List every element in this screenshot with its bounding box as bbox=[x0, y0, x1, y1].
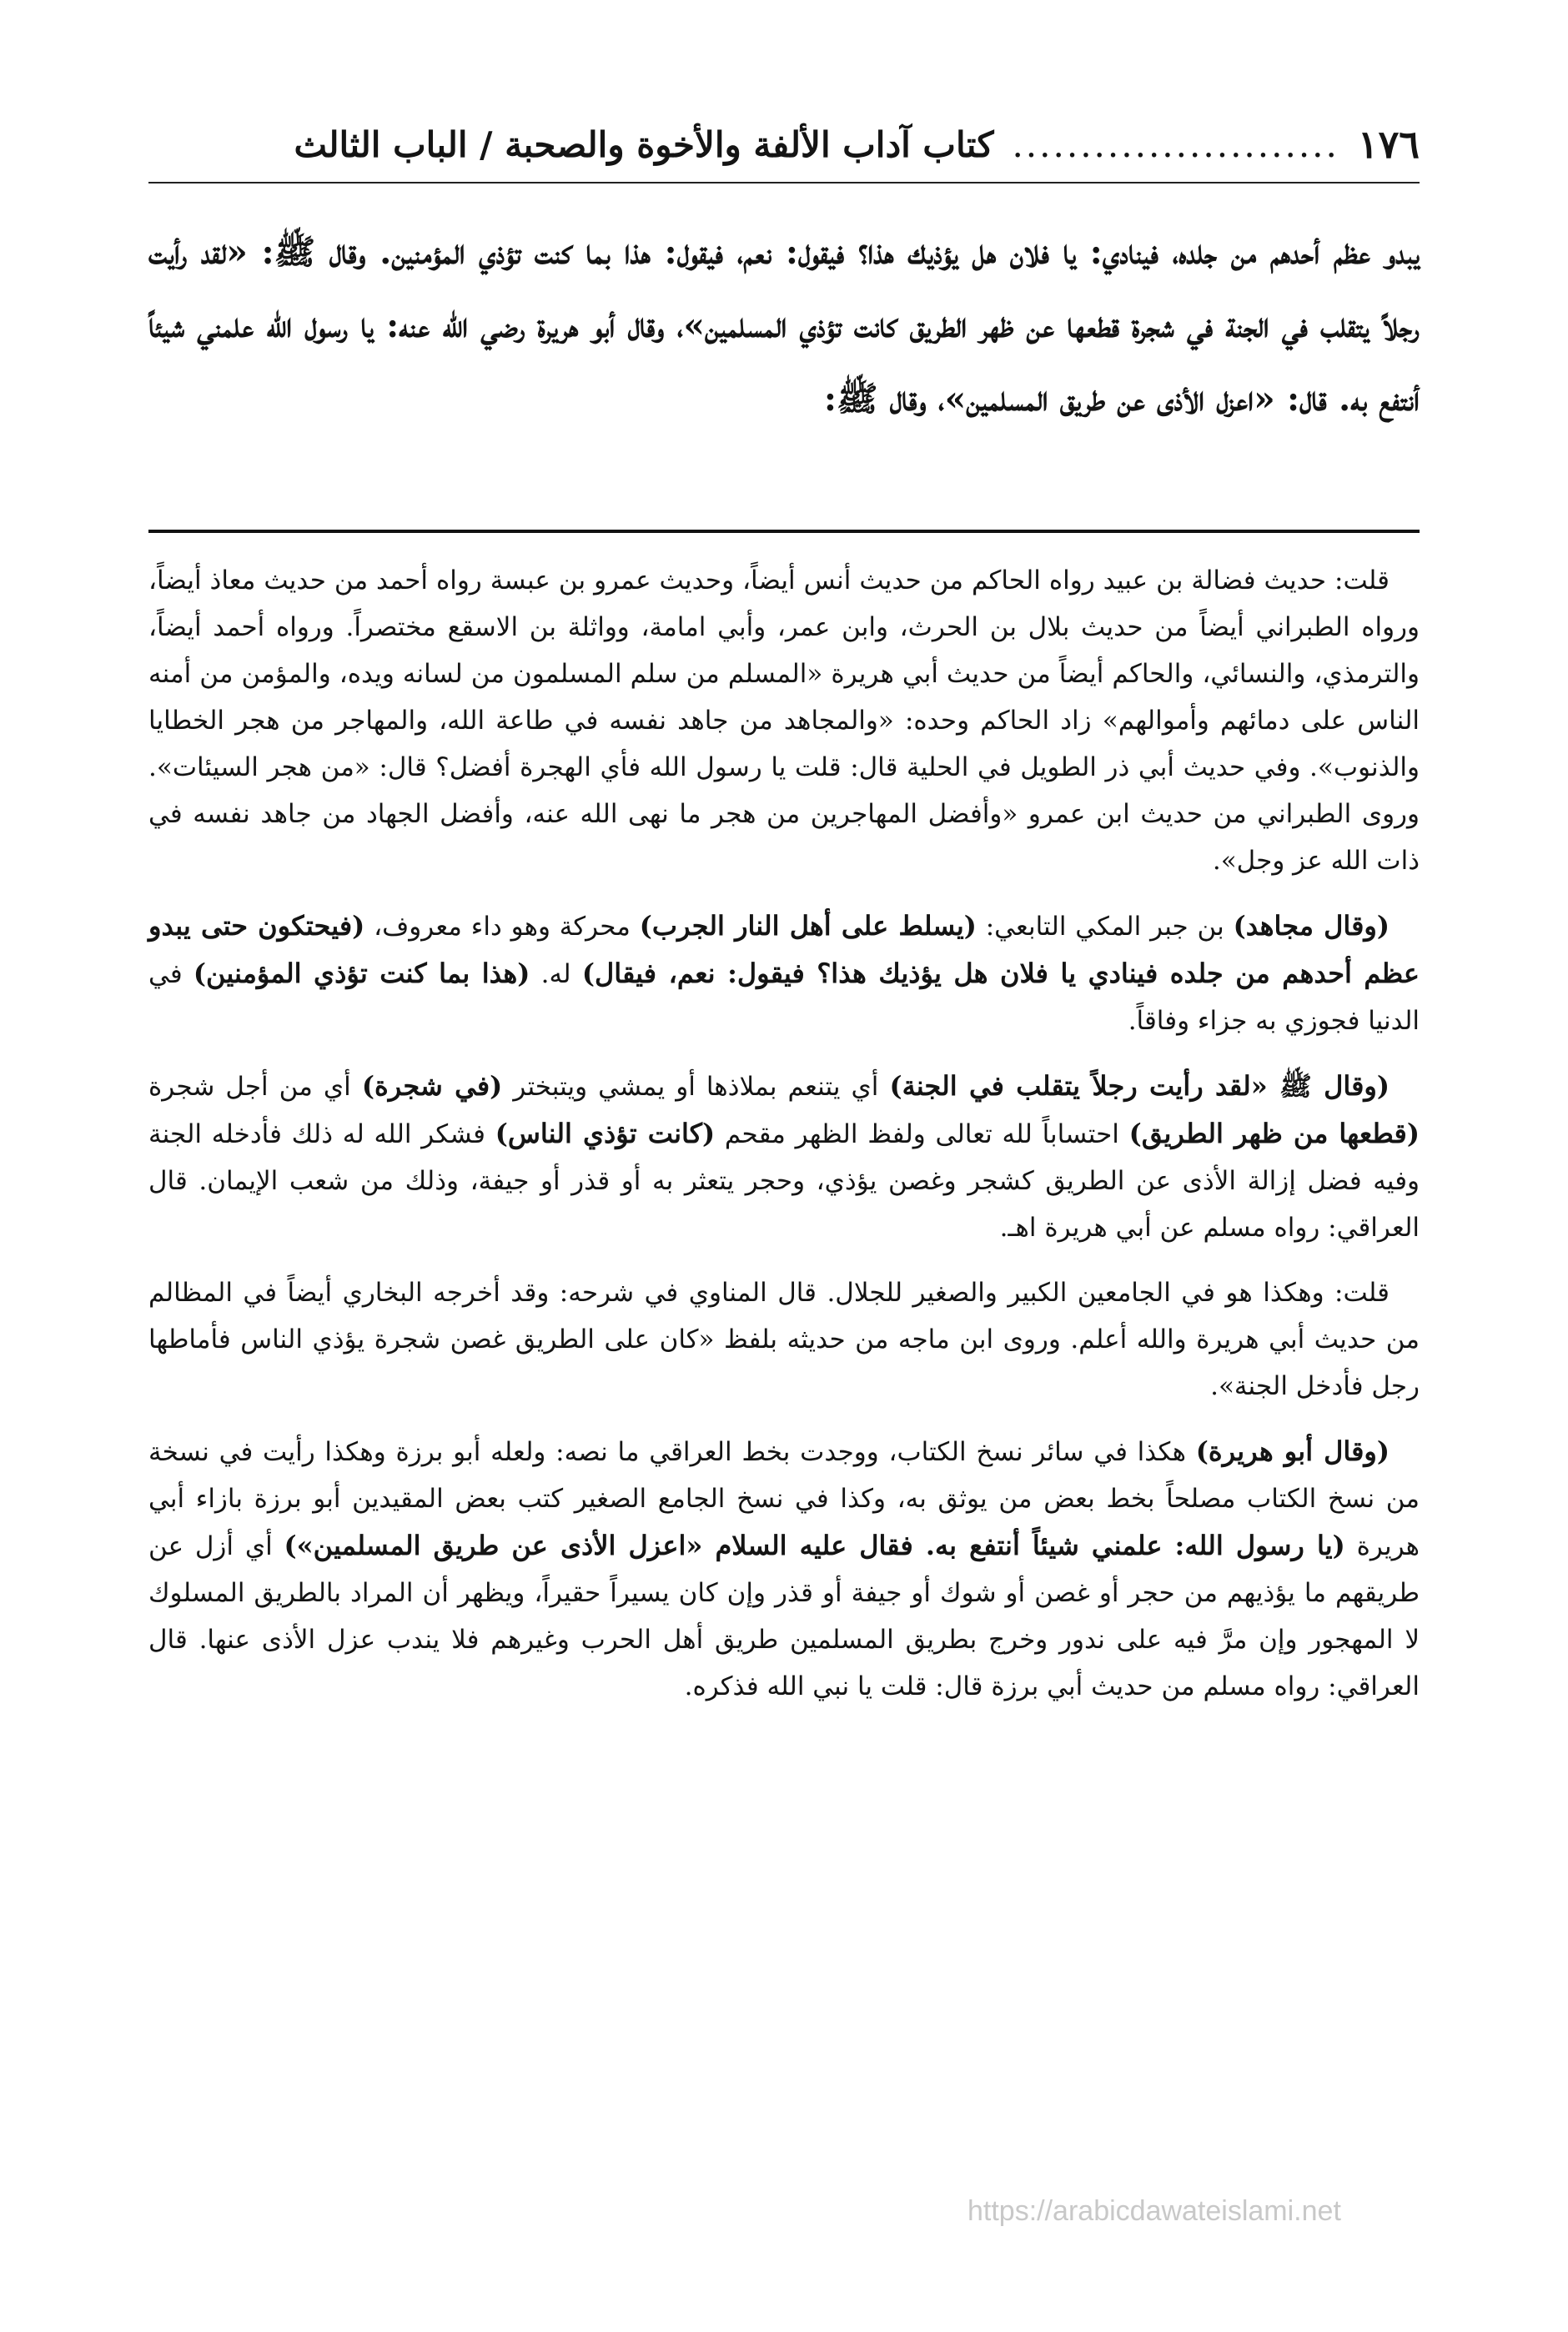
commentary-paragraph-2 bbox=[148, 902, 1420, 1044]
page-number: ١٧٦ bbox=[1357, 122, 1420, 167]
commentary-paragraph-5 bbox=[148, 1428, 1420, 1710]
commentary-block bbox=[148, 557, 1420, 1728]
commentary-text: أي من أجل شجرة bbox=[148, 1072, 362, 1102]
commentary-text: هكذا في سائر نسخ الكتاب، ووجدت بخط العراقي ما نصه: ولعله أبو برزة وهكذا رأيت في نسخة من نسخ الكتاب مصلحاً بخط بعض من يوثق به، وكذا في نسخ الجامع الصغير كتب بعض المقيدين أبو برزة بازاء أبي هريرة bbox=[148, 1437, 1420, 1561]
header-rule bbox=[148, 182, 1420, 183]
footnote-separator bbox=[148, 530, 1420, 533]
quoted-text: (وقال مجاهد) bbox=[1233, 910, 1390, 942]
commentary-text: احتساباً لله تعالى ولفظ الظهر مقحم bbox=[715, 1119, 1129, 1149]
quoted-text: (هذا بما كنت تؤذي المؤمنين) bbox=[193, 957, 530, 989]
commentary-paragraph-3 bbox=[148, 1063, 1420, 1251]
watermark-url: https://arabicdawateislami.net bbox=[967, 2195, 1341, 2227]
quoted-text: (فيحتكون حتى يبدو عظم أحدهم من جلده فينادي يا فلان هل يؤذيك هذا؟ فيقول: نعم، فيقال) bbox=[148, 910, 1420, 989]
commentary-text: له. bbox=[530, 959, 582, 989]
quoted-text: (في شجرة) bbox=[361, 1070, 503, 1102]
main-text-block bbox=[148, 215, 1420, 435]
quoted-text: (يا رسول الله: علمني شيئاً أنتفع به. فقال عليه السلام «اعزل الأذى عن طريق المسلمين») bbox=[284, 1530, 1345, 1561]
running-header bbox=[148, 115, 1420, 173]
commentary-text: فشكر الله له ذلك فأدخله الجنة وفيه فضل إزالة الأذى عن الطريق كشجر وغصن يؤذي، وحجر يتعثر به أو قذر أو جيفة، وذلك من شعب الإيمان. قال العراقي: رواه مسلم عن أبي هريرة اهـ. bbox=[148, 1119, 1420, 1243]
quoted-text: (يسلط على أهل النار الجرب) bbox=[639, 910, 977, 942]
commentary-text: محركة وهو داء معروف، bbox=[364, 912, 640, 942]
quoted-text: (وقال ﷺ «لقد رأيت رجلاً يتقلب في الجنة) bbox=[889, 1070, 1390, 1102]
quoted-text: (وقال أبو هريرة) bbox=[1195, 1435, 1390, 1467]
commentary-paragraph-4: قلت: وهكذا هو في الجامعين الكبير والصغير للجلال. قال المناوي في شرحه: وقد أخرجه البخاري أيضاً في المظالم من حديث أبي هريرة والله أعلم. وروى ابن ماجه من حديثه بلفظ «كان على الطريق غصن شجرة يؤذي الناس فأماطها رجل فأدخل الجنة». bbox=[148, 1278, 1420, 1401]
commentary-text: أي أزل عن طريقهم ما يؤذيهم من حجر أو غصن أو شوك أو جيفة أو قذر وإن كان يسيراً حقيراً، ويظهر أن المراد بالطريق المسلوك لا المهجور وإن مرَّ فيه على ندور وخرج بطريق المسلمين طريق أهل الحرب وغيرهم فلا يندب عزل الأذى عنها. قال العراقي: رواه مسلم من حديث أبي برزة قال: قلت يا نبي الله فذكره. bbox=[148, 1531, 1420, 1701]
quoted-text: (قطعها من ظهر الطريق) bbox=[1128, 1118, 1420, 1149]
commentary-paragraph-1: قلت: حديث فضالة بن عبيد رواه الحاكم من حديث أنس أيضاً، وحديث عمرو بن عبسة رواه أحمد من حديث معاذ أيضاً، ورواه الطبراني أيضاً من حديث بلال بن الحرث، وابن عمر، وأبي امامة، وواثلة بن الاسقع مختصراً. ورواه أحمد أيضاً، والترمذي، والنسائي، والحاكم أيضاً من حديث أبي هريرة «المسلم من سلم المسلمون من لسانه ويده، والمؤمن من أمنه الناس على دمائهم وأموالهم» زاد الحاكم وحده: «والمجاهد من جاهد نفسه في طاعة الله، والمهاجر من هجر الخطايا والذنوب». وفي حديث أبي ذر الطويل في الحلية قال: قلت يا رسول الله فأي الهجرة أفضل؟ قال: «من هجر السيئات». وروى الطبراني من حديث ابن عمرو «وأفضل المهاجرين من هجر ما نهى الله عنه، وأفضل الجهاد من جاهد نفسه في ذات الله عز وجل». bbox=[148, 565, 1420, 876]
header-title: كتاب آداب الألفة والأخوة والصحبة / الباب الثالث bbox=[294, 123, 994, 165]
quoted-text: (كانت تؤذي الناس) bbox=[495, 1118, 716, 1149]
commentary-text: بن جبر المكي التابعي: bbox=[976, 912, 1234, 942]
main-text: يبدو عظم أحدهم من جلده، فينادي: يا فلان هل يؤذيك هذا؟ فيقول: نعم، فيقول: هذا بما كنت تؤذي المؤمنين. وقال ﷺ: «لقد رأيت رجلاً يتقلب في الجنة في شجرة قطعها عن ظهر الطريق كانت تؤذي المسلمين»، وقال أبو هريرة رضي الله عنه: يا رسول الله علمني شيئاً أنتفع به. قال: «اعزل الأذى عن طريق المسلمين»، وقال ﷺ: bbox=[148, 232, 1420, 419]
commentary-text: أي يتنعم بملاذها أو يمشي ويتبختر bbox=[502, 1072, 890, 1102]
header-leader-dots: ........................ bbox=[1012, 123, 1339, 165]
commentary-text: في الدنيا فجوزي به جزاء وفاقاً. bbox=[148, 959, 1420, 1036]
